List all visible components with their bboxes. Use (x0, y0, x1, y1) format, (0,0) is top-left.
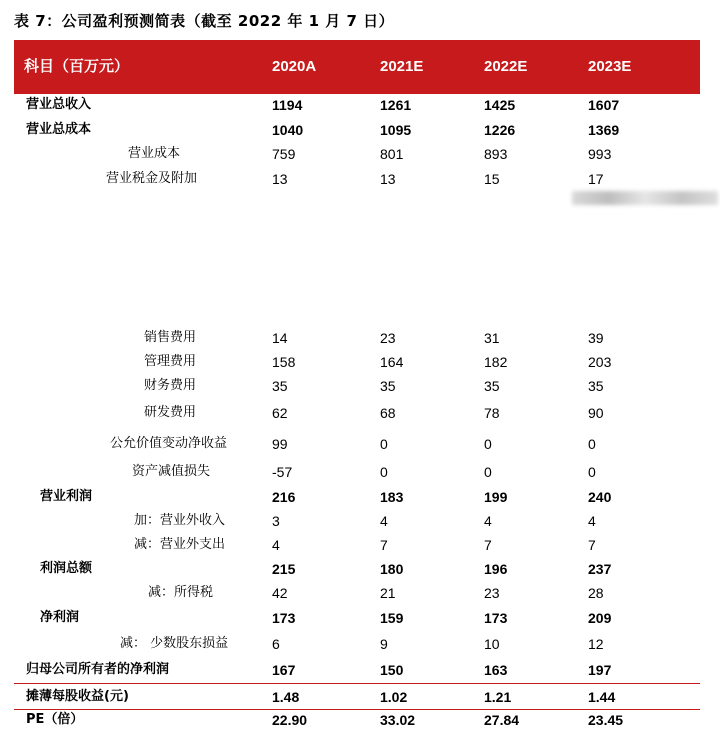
table-row-diluted-eps (14, 686, 700, 708)
row-label: 营业总收入 (26, 97, 92, 112)
header-subject-label: 科目（百万元） (24, 58, 130, 75)
red-divider-line (14, 683, 700, 684)
cell-2020a: 42 (272, 585, 288, 601)
row-label: 营业总成本 (26, 122, 92, 137)
cell-2021e: 150 (380, 662, 404, 678)
cell-2022e: 10 (484, 636, 500, 652)
cell-2021e: 0 (380, 464, 388, 480)
cell-2020a: 216 (272, 489, 296, 505)
cell-2022e: 0 (484, 464, 492, 480)
cell-2021e: 9 (380, 636, 388, 652)
cell-2022e: 1425 (484, 97, 516, 113)
cell-2023e: 1607 (588, 97, 620, 113)
cell-2021e: 35 (380, 378, 396, 394)
row-label: 归母公司所有者的净利润 (26, 662, 170, 677)
cell-2022e: 31 (484, 330, 500, 346)
cell-2022e: 35 (484, 378, 500, 394)
header-year-2021e: 2021E (380, 58, 424, 75)
table-row-non-operating-expense (14, 534, 700, 556)
cell-2020a: 173 (272, 610, 296, 626)
cell-2023e: 4 (588, 513, 596, 529)
header-year-2020a: 2020A (272, 58, 317, 75)
table-row-rd-expenses (14, 402, 700, 424)
header-year-2023e: 2023E (588, 58, 632, 75)
table-row-taxes-surcharges (14, 168, 700, 190)
table-header (14, 40, 700, 94)
cell-2020a: 35 (272, 378, 288, 394)
cell-2021e: 1095 (380, 122, 412, 138)
cell-2021e: 4 (380, 513, 388, 529)
redacted-watermark (572, 191, 718, 205)
cell-2022e: 7 (484, 537, 492, 553)
cell-2020a: 4 (272, 537, 280, 553)
row-label: 摊薄每股收益(元) (26, 689, 129, 704)
table-row-pe-ratio (14, 709, 700, 731)
cell-2020a: 1040 (272, 122, 304, 138)
cell-2023e: 12 (588, 636, 604, 652)
table-row-admin-expenses (14, 351, 700, 373)
table-row-minority-interest (14, 633, 700, 655)
table-row-total-revenue (14, 94, 700, 116)
cell-2023e: 39 (588, 330, 604, 346)
row-label: 加：营业外收入 (134, 513, 226, 528)
table-row-financial-expenses (14, 375, 700, 397)
cell-2021e: 7 (380, 537, 388, 553)
cell-2021e: 33.02 (380, 712, 416, 728)
table-row-fair-value-gain (14, 433, 700, 455)
cell-2022e: 4 (484, 513, 492, 529)
cell-2021e: 23 (380, 330, 396, 346)
row-label: 研发费用 (144, 405, 197, 420)
cell-2022e: 196 (484, 561, 508, 577)
table-row-operating-cost (14, 143, 700, 165)
cell-2020a: 158 (272, 354, 296, 370)
row-label: 减：所得税 (148, 585, 214, 600)
cell-2023e: 90 (588, 405, 604, 421)
header-year-2022e: 2022E (484, 58, 528, 75)
cell-2022e: 1226 (484, 122, 516, 138)
cell-2022e: 27.84 (484, 712, 520, 728)
cell-2022e: 1.21 (484, 689, 512, 705)
cell-2020a: 167 (272, 662, 296, 678)
table-row-selling-expenses (14, 327, 700, 349)
cell-2023e: 237 (588, 561, 612, 577)
row-label: 减： 少数股东损益 (120, 636, 229, 651)
cell-2023e: 0 (588, 436, 596, 452)
cell-2021e: 164 (380, 354, 404, 370)
cell-2023e: 28 (588, 585, 604, 601)
row-label: 销售费用 (144, 330, 197, 345)
cell-2022e: 78 (484, 405, 500, 421)
cell-2023e: 35 (588, 378, 604, 394)
row-label: 利润总额 (40, 561, 93, 576)
cell-2021e: 159 (380, 610, 404, 626)
cell-2020a: 13 (272, 171, 288, 187)
cell-2021e: 1261 (380, 97, 412, 113)
cell-2023e: 240 (588, 489, 612, 505)
table-row-parent-net-profit (14, 659, 700, 681)
cell-2023e: 209 (588, 610, 612, 626)
cell-2021e: 0 (380, 436, 388, 452)
table-row-income-tax (14, 582, 700, 604)
cell-2021e: 180 (380, 561, 404, 577)
cell-2021e: 68 (380, 405, 396, 421)
cell-2020a: 1194 (272, 97, 303, 113)
table-row-non-operating-income (14, 510, 700, 532)
cell-2022e: 893 (484, 146, 508, 162)
table-row-operating-profit (14, 486, 700, 508)
cell-2021e: 1.02 (380, 689, 408, 705)
cell-2021e: 801 (380, 146, 404, 162)
row-label: 营业税金及附加 (106, 171, 198, 186)
cell-2020a: -57 (272, 464, 293, 480)
row-label: 净利润 (40, 610, 80, 625)
row-label: 公允价值变动净收益 (110, 436, 228, 451)
cell-2022e: 163 (484, 662, 508, 678)
row-label: 管理费用 (144, 354, 197, 369)
cell-2023e: 203 (588, 354, 612, 370)
cell-2020a: 759 (272, 146, 296, 162)
row-label: 资产减值损失 (132, 464, 211, 479)
cell-2020a: 1.48 (272, 689, 300, 705)
cell-2020a: 22.90 (272, 712, 308, 728)
cell-2023e: 197 (588, 662, 612, 678)
cell-2022e: 199 (484, 489, 508, 505)
cell-2023e: 7 (588, 537, 596, 553)
cell-2023e: 17 (588, 171, 604, 187)
cell-2020a: 6 (272, 636, 280, 652)
table-row-total-profit (14, 558, 700, 580)
cell-2020a: 3 (272, 513, 280, 529)
cell-2020a: 62 (272, 405, 288, 421)
table-row-asset-impairment (14, 461, 700, 483)
table-row-total-cost (14, 119, 700, 141)
cell-2023e: 1.44 (588, 689, 616, 705)
cell-2022e: 23 (484, 585, 500, 601)
cell-2022e: 0 (484, 436, 492, 452)
table-row-net-profit (14, 607, 700, 629)
cell-2023e: 0 (588, 464, 596, 480)
row-label: 减：营业外支出 (134, 537, 226, 552)
cell-2021e: 21 (380, 585, 396, 601)
cell-2023e: 23.45 (588, 712, 624, 728)
row-label: PE（倍） (26, 712, 84, 727)
cell-2022e: 173 (484, 610, 508, 626)
cell-2020a: 14 (272, 330, 288, 346)
cell-2020a: 99 (272, 436, 288, 452)
row-label: 营业利润 (40, 489, 93, 504)
cell-2021e: 183 (380, 489, 404, 505)
cell-2022e: 15 (484, 171, 500, 187)
cell-2020a: 215 (272, 561, 296, 577)
cell-2023e: 993 (588, 146, 612, 162)
cell-2022e: 182 (484, 354, 508, 370)
cell-2023e: 1369 (588, 122, 620, 138)
table-caption: 表 7：公司盈利预测简表（截至 2022 年 1 月 7 日） (14, 12, 395, 30)
row-label: 财务费用 (144, 378, 197, 393)
cell-2021e: 13 (380, 171, 396, 187)
row-label: 营业成本 (128, 146, 181, 161)
